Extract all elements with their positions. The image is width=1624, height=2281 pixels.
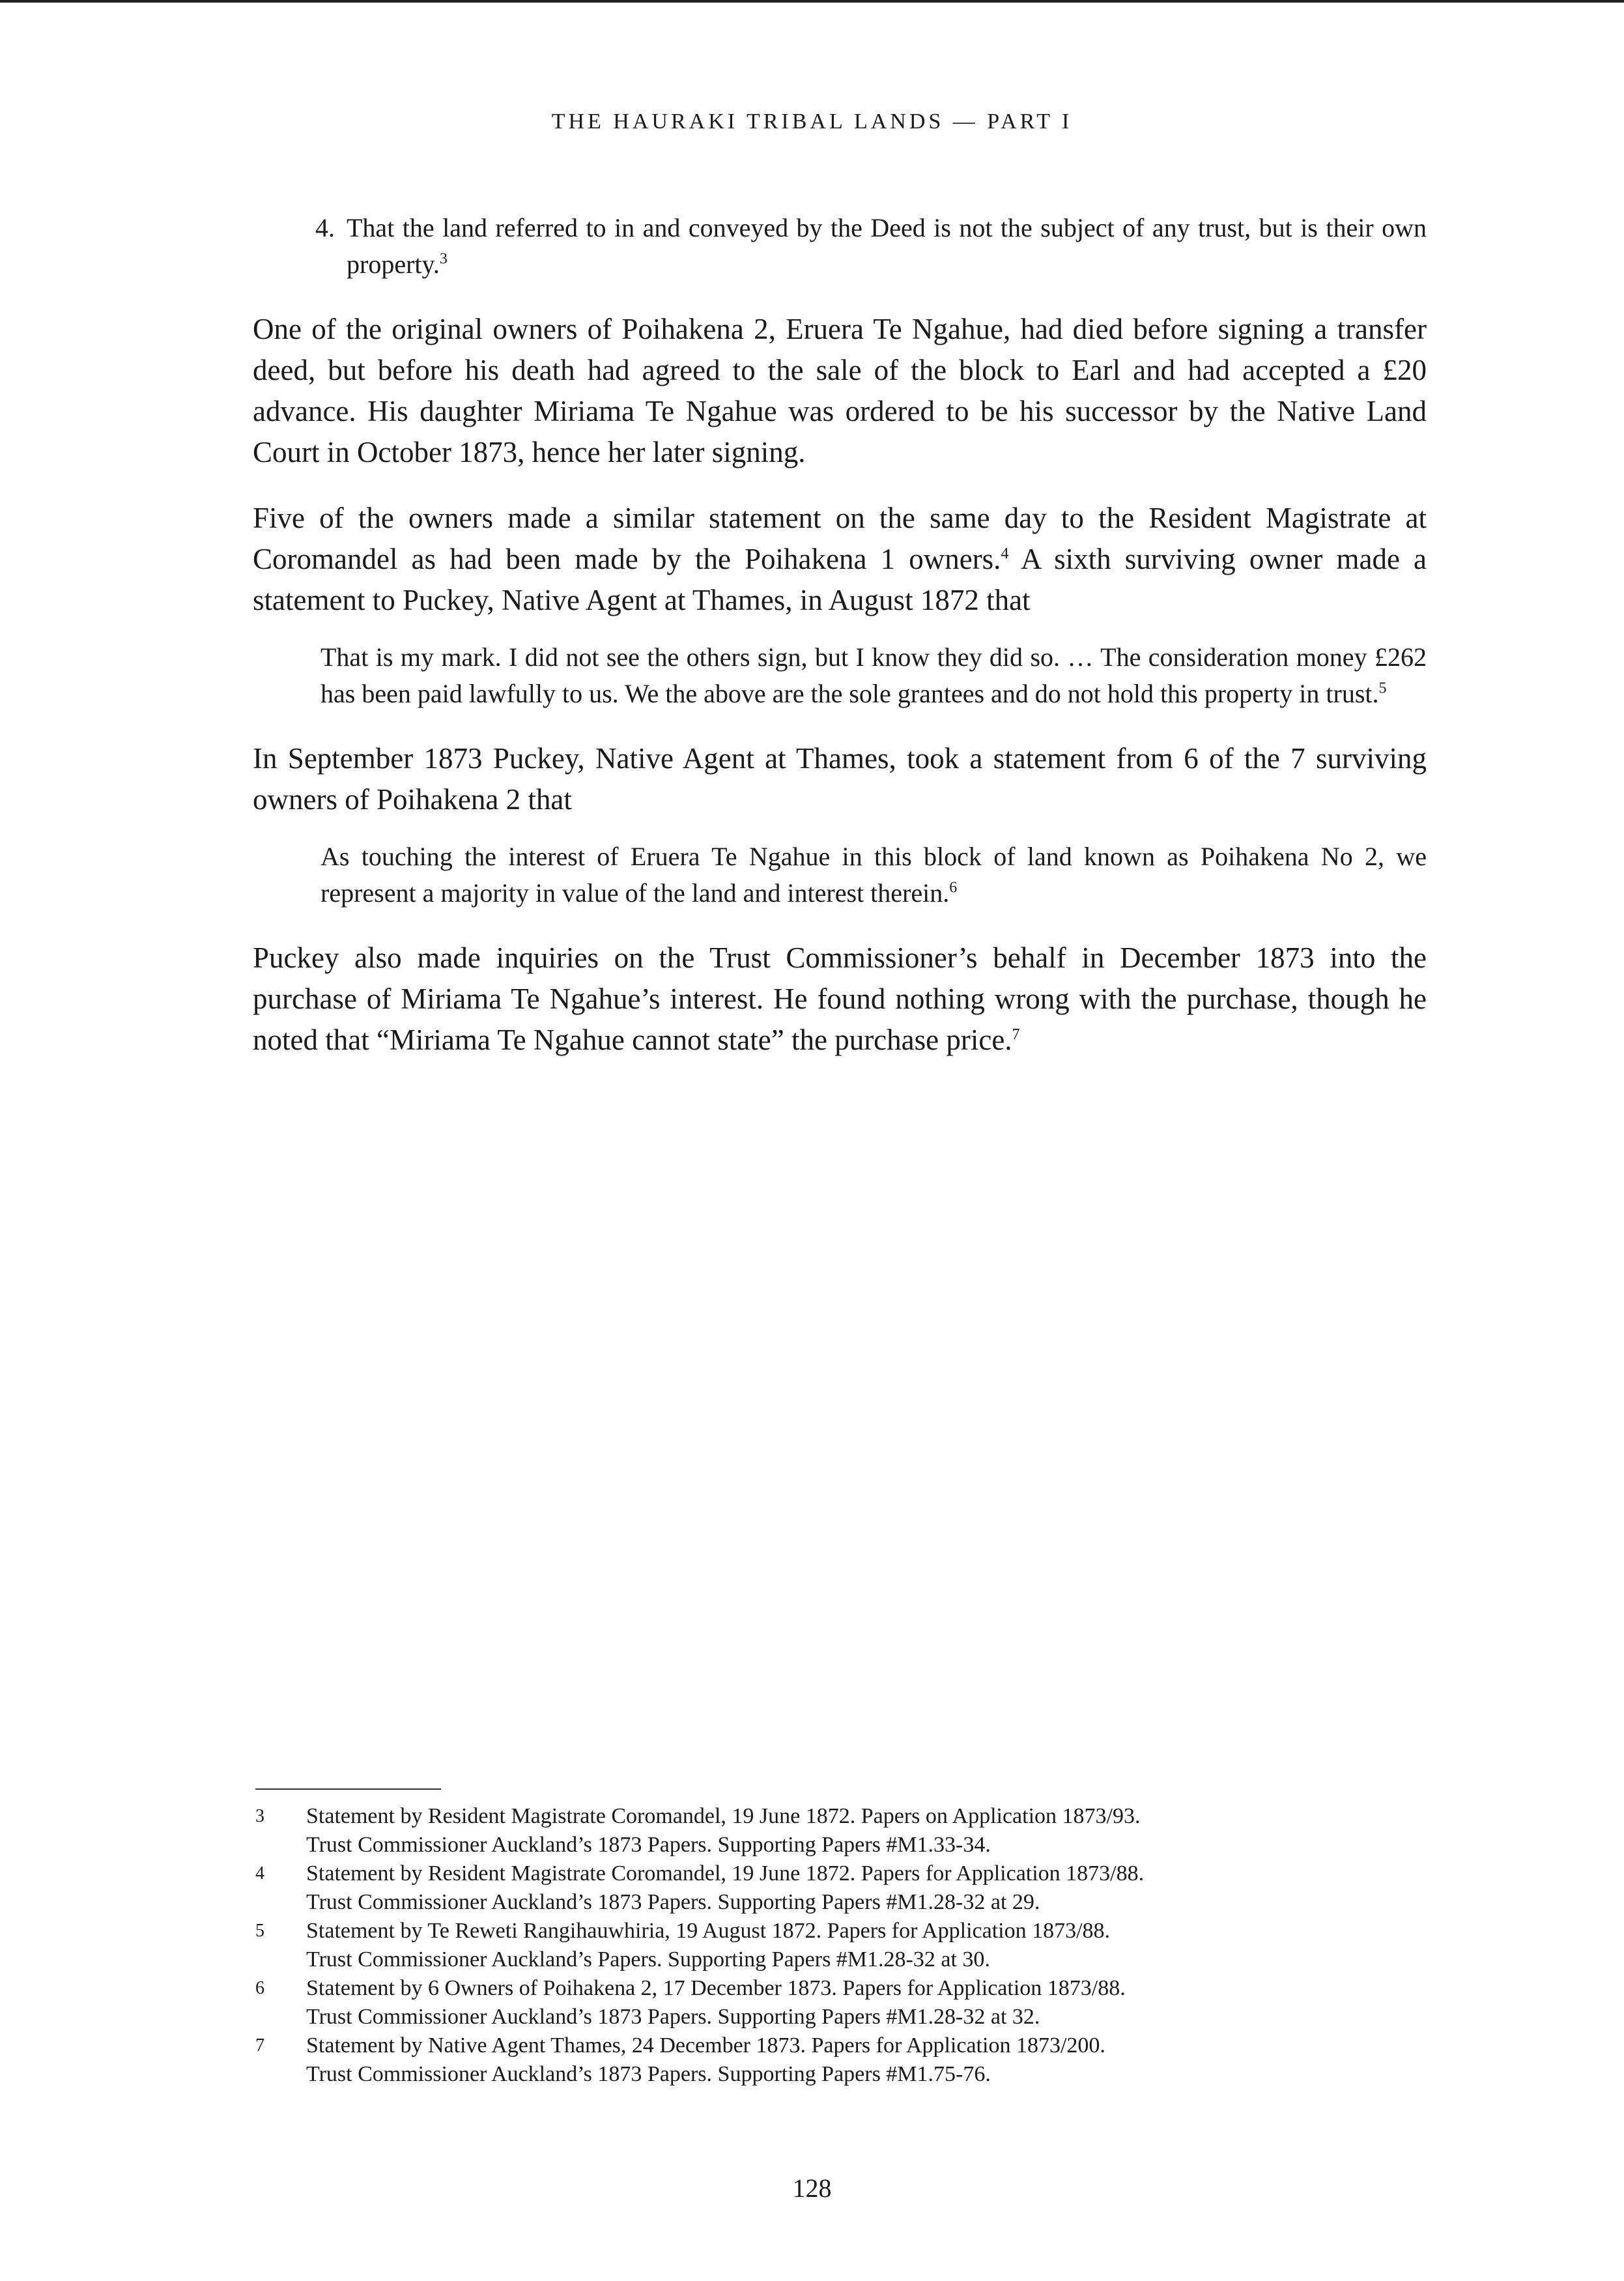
- footnote-6: [255, 1974, 1363, 2031]
- footnote-ref-6: 6: [949, 879, 958, 897]
- block-quote-1: [321, 639, 1427, 712]
- footnote-number: 4: [255, 1863, 264, 1884]
- item-text-wrapper: [347, 210, 1427, 283]
- item-number: 4.: [315, 213, 335, 242]
- footnote-lines: [306, 2031, 1105, 2089]
- numbered-item-4: [315, 210, 1427, 283]
- body-text: [253, 210, 1427, 1085]
- footnote-line: Statement by 6 Owners of Poihakena 2, 17 December 1873. Papers for Application 1873/88.: [306, 1976, 1126, 2000]
- footnote-ref-4: 4: [1001, 545, 1009, 562]
- top-edge-rule: [0, 0, 1624, 3]
- footnote-ref-5: 5: [1378, 680, 1387, 697]
- footnotes: [255, 1802, 1363, 2089]
- footnote-number: 5: [255, 1921, 264, 1941]
- footnote-number: 6: [255, 1978, 264, 1998]
- footnote-4: [255, 1859, 1363, 1917]
- footnote-line: Trust Commissioner Auckland’s 1873 Papers. Supporting Papers #M1.33-34.: [306, 1833, 991, 1857]
- footnote-line: Trust Commissioner Auckland’s 1873 Papers. Supporting Papers #M1.28-32 at 29.: [306, 1890, 1040, 1914]
- paragraph-3: In September 1873 Puckey, Native Agent at Thames, took a statement from 6 of the 7 surviving owners of Poihakena 2 that: [253, 742, 1427, 816]
- footnote-lines: [306, 1802, 1140, 1859]
- footnote-line: Trust Commissioner Auckland’s 1873 Papers. Supporting Papers #M1.75-76.: [306, 2062, 991, 2086]
- item-text: That the land referred to in and conveyed by the Deed is not the subject of any trust, but is their own property.: [347, 213, 1427, 279]
- footnote-3: [255, 1802, 1363, 1859]
- paragraph-2-part-a: Five of the owners made a similar statement on the same day to the Resident Magistrate at Coromandel as had been made by the Poihakena 1 owners.: [253, 502, 1427, 575]
- footnote-5: [255, 1917, 1363, 1974]
- footnote-rule: [255, 1788, 441, 1790]
- footnote-ref-3: 3: [439, 250, 448, 268]
- footnote-line: Trust Commissioner Auckland’s Papers. Supporting Papers #M1.28-32 at 30.: [306, 1947, 990, 1972]
- footnote-lines: [306, 1974, 1126, 2031]
- footnote-number: 7: [255, 2035, 264, 2056]
- page-number: 128: [792, 2173, 832, 2203]
- quote-2-text: As touching the interest of Eruera Te Ngahue in this block of land known as Poihakena No 2, we represent a majority in value of the land and interest therein.: [321, 842, 1427, 908]
- footnote-line: Statement by Resident Magistrate Coromandel, 19 June 1872. Papers for Application 1873/88.: [306, 1861, 1145, 1886]
- block-quote-2: [321, 839, 1427, 911]
- footnote-lines: [306, 1859, 1144, 1917]
- footnote-line: Statement by Te Reweti Rangihauwhiria, 19 August 1872. Papers for Application 1873/88.: [306, 1919, 1111, 1943]
- running-head: THE HAURAKI TRIBAL LANDS — PART I: [551, 109, 1073, 134]
- paragraph-1: One of the original owners of Poihakena 2, Eruera Te Ngahue, had died before signing a transfer deed, but before his death had agreed to the sale of the block to Earl and had accepted a £20 advance. His daughter Miriama Te Ngahue was ordered to be his successor by the Native Land Court in October 1873, hence her later signing.: [253, 313, 1427, 468]
- footnote-lines: [306, 1917, 1110, 1974]
- paragraph-4: [253, 938, 1427, 1061]
- quote-1-text: That is my mark. I did not see the others sign, but I know they did so. … The consideration money £262 has been paid lawfully to us. We the above are the sole grantees and do not hold this property in trust.: [321, 642, 1427, 708]
- footnote-line: Trust Commissioner Auckland’s 1873 Papers. Supporting Papers #M1.28-32 at 32.: [306, 2005, 1040, 2029]
- paragraph-2-part-b: A sixth surviving owner made a statement to Puckey, Native Agent at Thames, in August 1872 that: [253, 543, 1427, 616]
- footnote-line: Statement by Native Agent Thames, 24 December 1873. Papers for Application 1873/200.: [306, 2033, 1105, 2058]
- paragraph-2: [253, 498, 1427, 621]
- footnote-number: 3: [255, 1806, 264, 1826]
- footnote-ref-7: 7: [1012, 1026, 1020, 1043]
- paragraph-4-text: Puckey also made inquiries on the Trust Commissioner’s behalf in December 1873 into the purchase of Miriama Te Ngahue’s interest. He found nothing wrong with the purchase, though he noted that “Miriama Te Ngahue cannot state” the purchase price.: [253, 941, 1427, 1056]
- footnote-7: [255, 2031, 1363, 2089]
- footnote-line: Statement by Resident Magistrate Coromandel, 19 June 1872. Papers on Application 1873/93.: [306, 1804, 1141, 1828]
